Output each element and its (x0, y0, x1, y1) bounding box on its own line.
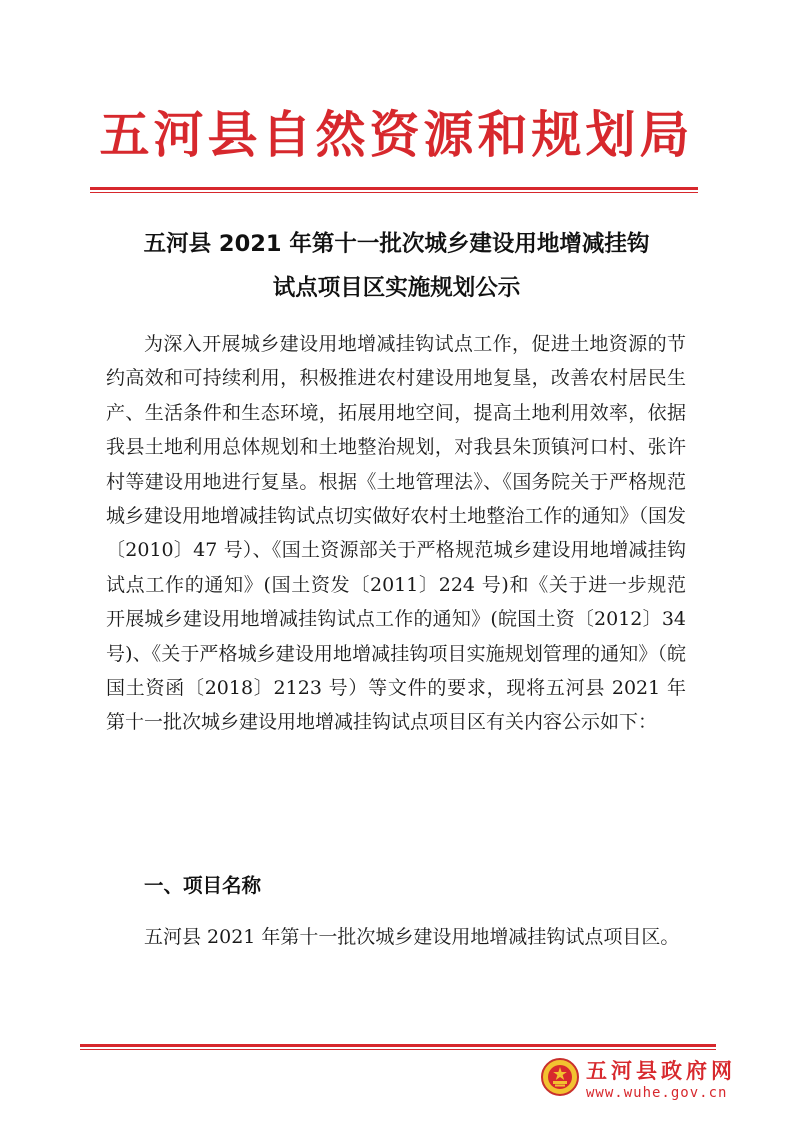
watermark-site-name: 五河县政府网 (586, 1059, 736, 1083)
letterhead-agency-name: 五河县自然资源和规划局 (99, 105, 694, 164)
section-body-project-name: 五河县 2021 年第十一批次城乡建设用地增减挂钩试点项目区。 (144, 926, 680, 948)
document-title-line-1: 五河县 2021 年第十一批次城乡建设用地增减挂钩 (143, 231, 650, 257)
letterhead-divider (90, 187, 698, 190)
intro-paragraph: 为深入开展城乡建设用地增减挂钩试点工作，促进土地资源的节约高效和可持续利用，积极推进农村建设用地复垦，改善农村居民生产、生活条件和生态环境，拓展用地空间，提高土地利用效率，依据我县土地利用总体规划和土地整治规划，对我县朱顶镇河口村、张许村等建设用地进行复垦。根据《土地管理法》、《国务院关于严格规范城乡建设用地增减挂钩试点切实做好农村土地整治工作的通知》（国发〔2010〕47 号）、《国土资源部关于严格规范城乡建设用地增减挂钩试点工作的通知》(国土资发〔2011〕224 号)和《关于进一步规范开展城乡建设用地增减挂钩试点工作的通知》(皖国土资〔2012〕34 号)、《关于严格城乡建设用地增减挂钩项目实施规划管理的通知》（皖国土资函〔2018〕2123 号）等文件的要求，现将五河县 2021 年第十一批次城乡建设用地增减挂钩试点项目区有关内容公示如下： (106, 333, 686, 734)
section-heading-project-name: 一、项目名称 (144, 874, 262, 897)
footer-divider (80, 1044, 716, 1047)
website-watermark (532, 1053, 772, 1111)
national-emblem-icon (540, 1057, 580, 1097)
document-title-line-2: 试点项目区实施规划公示 (272, 275, 521, 301)
watermark-url: www.wuhe.gov.cn (586, 1085, 728, 1101)
